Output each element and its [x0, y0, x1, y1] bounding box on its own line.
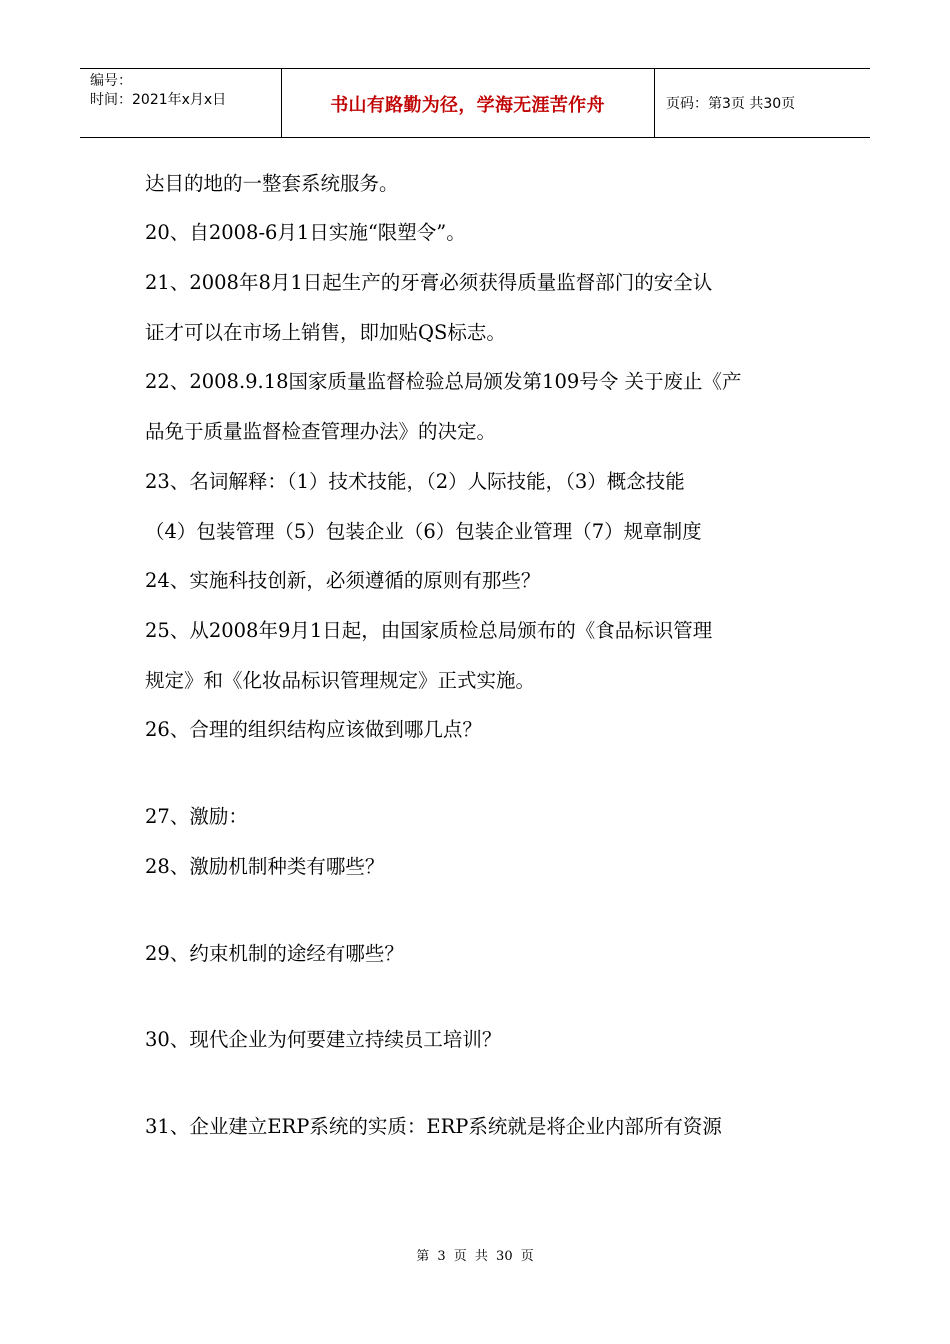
- header-divider: [654, 69, 655, 137]
- page-footer: 第 3 页 共 30 页: [416, 1249, 534, 1264]
- text-line: 31、企业建立ERP系统的实质：ERP系统就是将企业内部所有资源: [145, 1115, 722, 1138]
- text-line: 30、现代企业为何要建立持续员工培训？: [145, 1028, 502, 1051]
- text-line: 20、自2008-6月1日实施“限塑令”。: [145, 221, 466, 244]
- document-header: [80, 68, 870, 138]
- header-motto: 书山有路勤为径，学海无涯苦作舟: [330, 95, 605, 116]
- text-line: 28、激励机制种类有哪些？: [145, 855, 385, 878]
- text-line: 达目的地的一整套系统服务。: [145, 172, 399, 195]
- text-line: 22、2008.9.18国家质量监督检验总局颁发第109号令 关于废止《产: [145, 370, 742, 393]
- text-line: （4）包装管理（5）包装企业（6）包装企业管理（7）规章制度: [145, 520, 702, 543]
- text-line: 24、实施科技创新，必须遵循的原则有那些？: [145, 569, 541, 592]
- text-line: 品免于质量监督检查管理办法》的决定。: [145, 420, 497, 443]
- text-line: 21、2008年8月1日起生产的牙膏必须获得质量监督部门的安全认: [145, 271, 713, 294]
- text-line: 25、从2008年9月1日起，由国家质检总局颁布的《食品标识管理: [145, 619, 713, 642]
- header-page-info: 页码：第3页 共30页: [666, 96, 796, 112]
- serial-label: 编号：: [90, 73, 132, 89]
- header-meta: [90, 72, 226, 110]
- text-line: 27、激励：: [145, 805, 248, 828]
- text-line: 29、约束机制的途经有哪些？: [145, 942, 404, 965]
- text-line: 规定》和《化妆品标识管理规定》正式实施。: [145, 669, 536, 692]
- text-line: 26、合理的组织结构应该做到哪几点？: [145, 718, 482, 741]
- text-line: 证才可以在市场上销售，即加贴QS标志。: [145, 321, 506, 344]
- time-label: 时间：2021年x月x日: [90, 92, 227, 108]
- text-line: 23、名词解释：（1）技术技能，（2）人际技能，（3）概念技能: [145, 470, 685, 493]
